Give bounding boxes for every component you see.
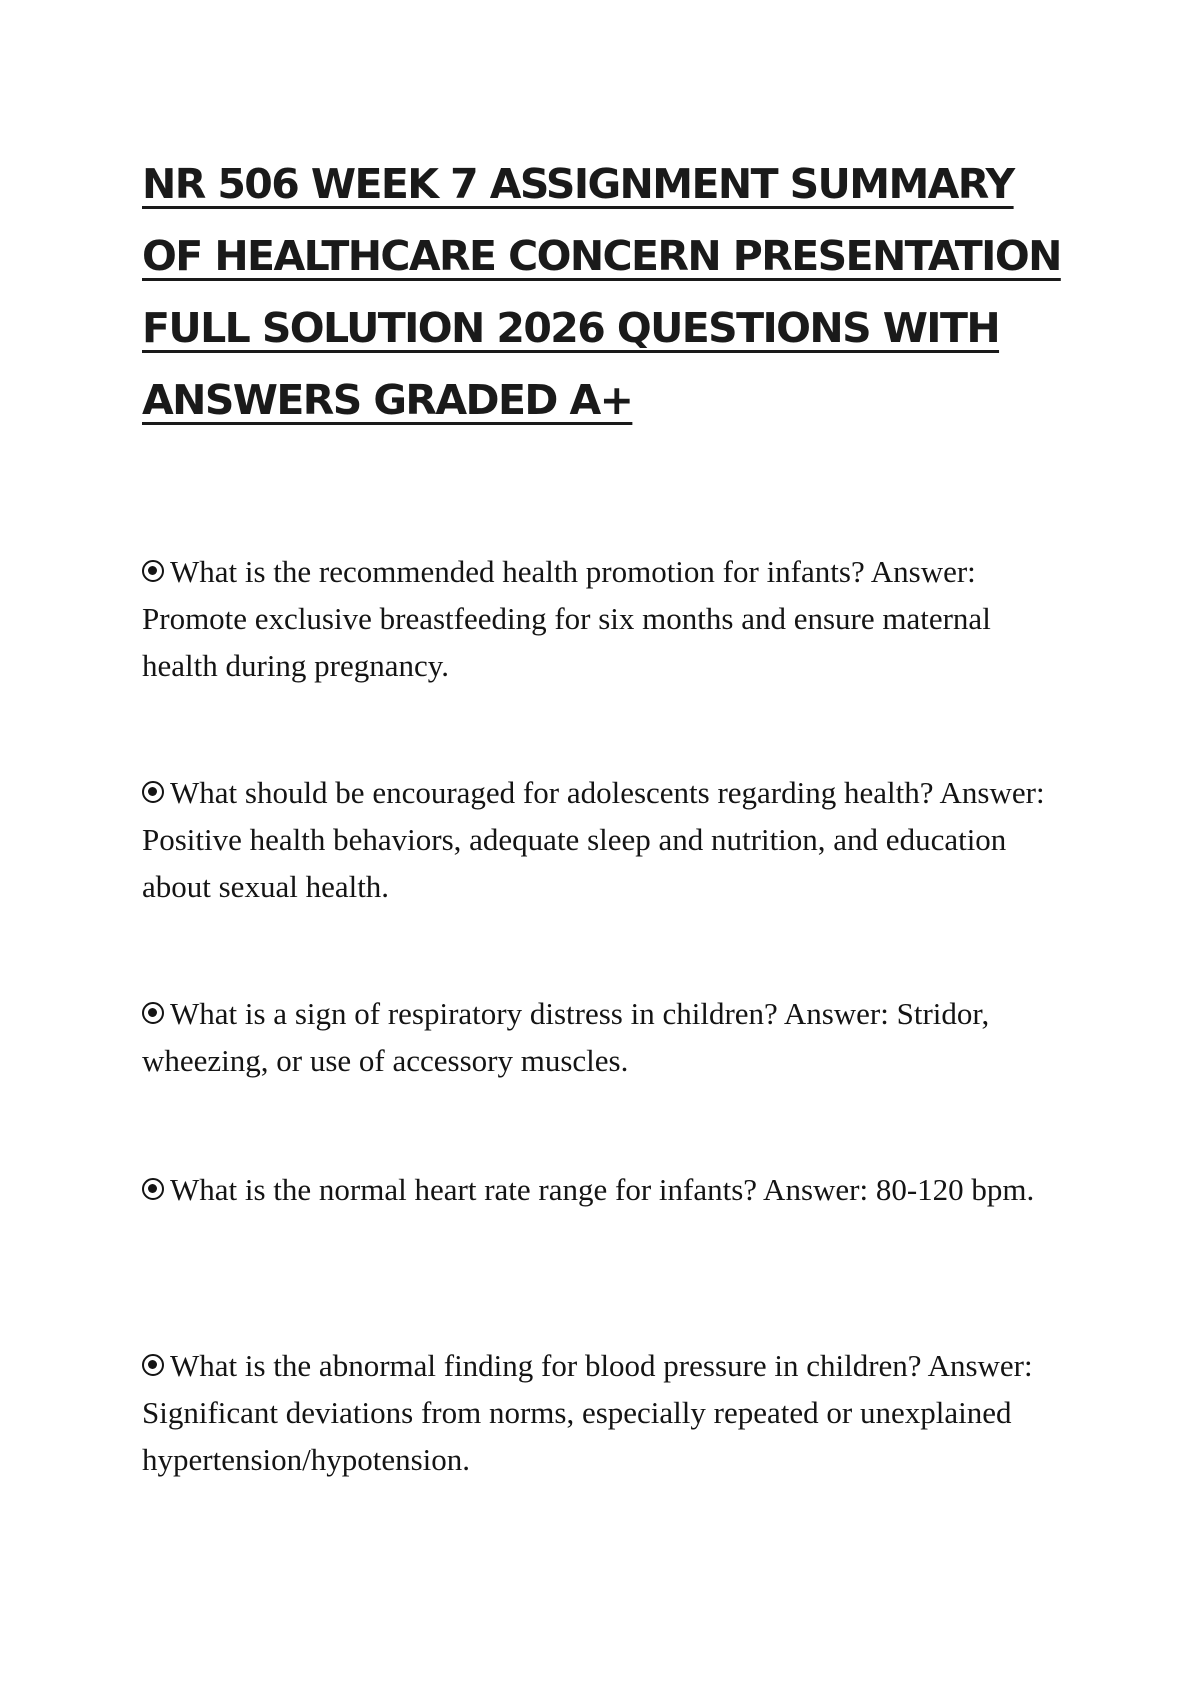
radio-bullet-icon (142, 1002, 164, 1024)
qa-text: What is a sign of respiratory distress in children? Answer: Stridor, wheezing, or use of accessory muscles. (142, 996, 990, 1078)
qa-text: What is the recommended health promotion for infants? Answer: Promote exclusive breastfeeding for six months and ensure maternal health during pregnancy. (142, 554, 991, 683)
qa-item (142, 1166, 1072, 1213)
qa-text: What is the abnormal finding for blood pressure in children? Answer: Significant deviations from norms, especially repeated or unexplained hypertension/hypotension. (142, 1348, 1033, 1477)
document-title: NR 506 WEEK 7 ASSIGNMENT SUMMARY OF HEALTHCARE CONCERN PRESENTATION FULL SOLUTION 2026 QUESTIONS WITH ANSWERS GRADED A+ (142, 160, 1061, 424)
radio-bullet-icon (142, 1178, 164, 1200)
qa-item (142, 1342, 1072, 1483)
qa-text: What should be encouraged for adolescents regarding health? Answer: Positive health behaviors, adequate sleep and nutrition, and education about sexual health. (142, 775, 1045, 904)
qa-item (142, 769, 1072, 910)
qa-text: What is the normal heart rate range for infants? Answer: 80-120 bpm. (170, 1172, 1035, 1207)
radio-bullet-icon (142, 560, 164, 582)
qa-item (142, 548, 1072, 689)
qa-item (142, 990, 1072, 1084)
radio-bullet-icon (142, 781, 164, 803)
radio-bullet-icon (142, 1354, 164, 1376)
